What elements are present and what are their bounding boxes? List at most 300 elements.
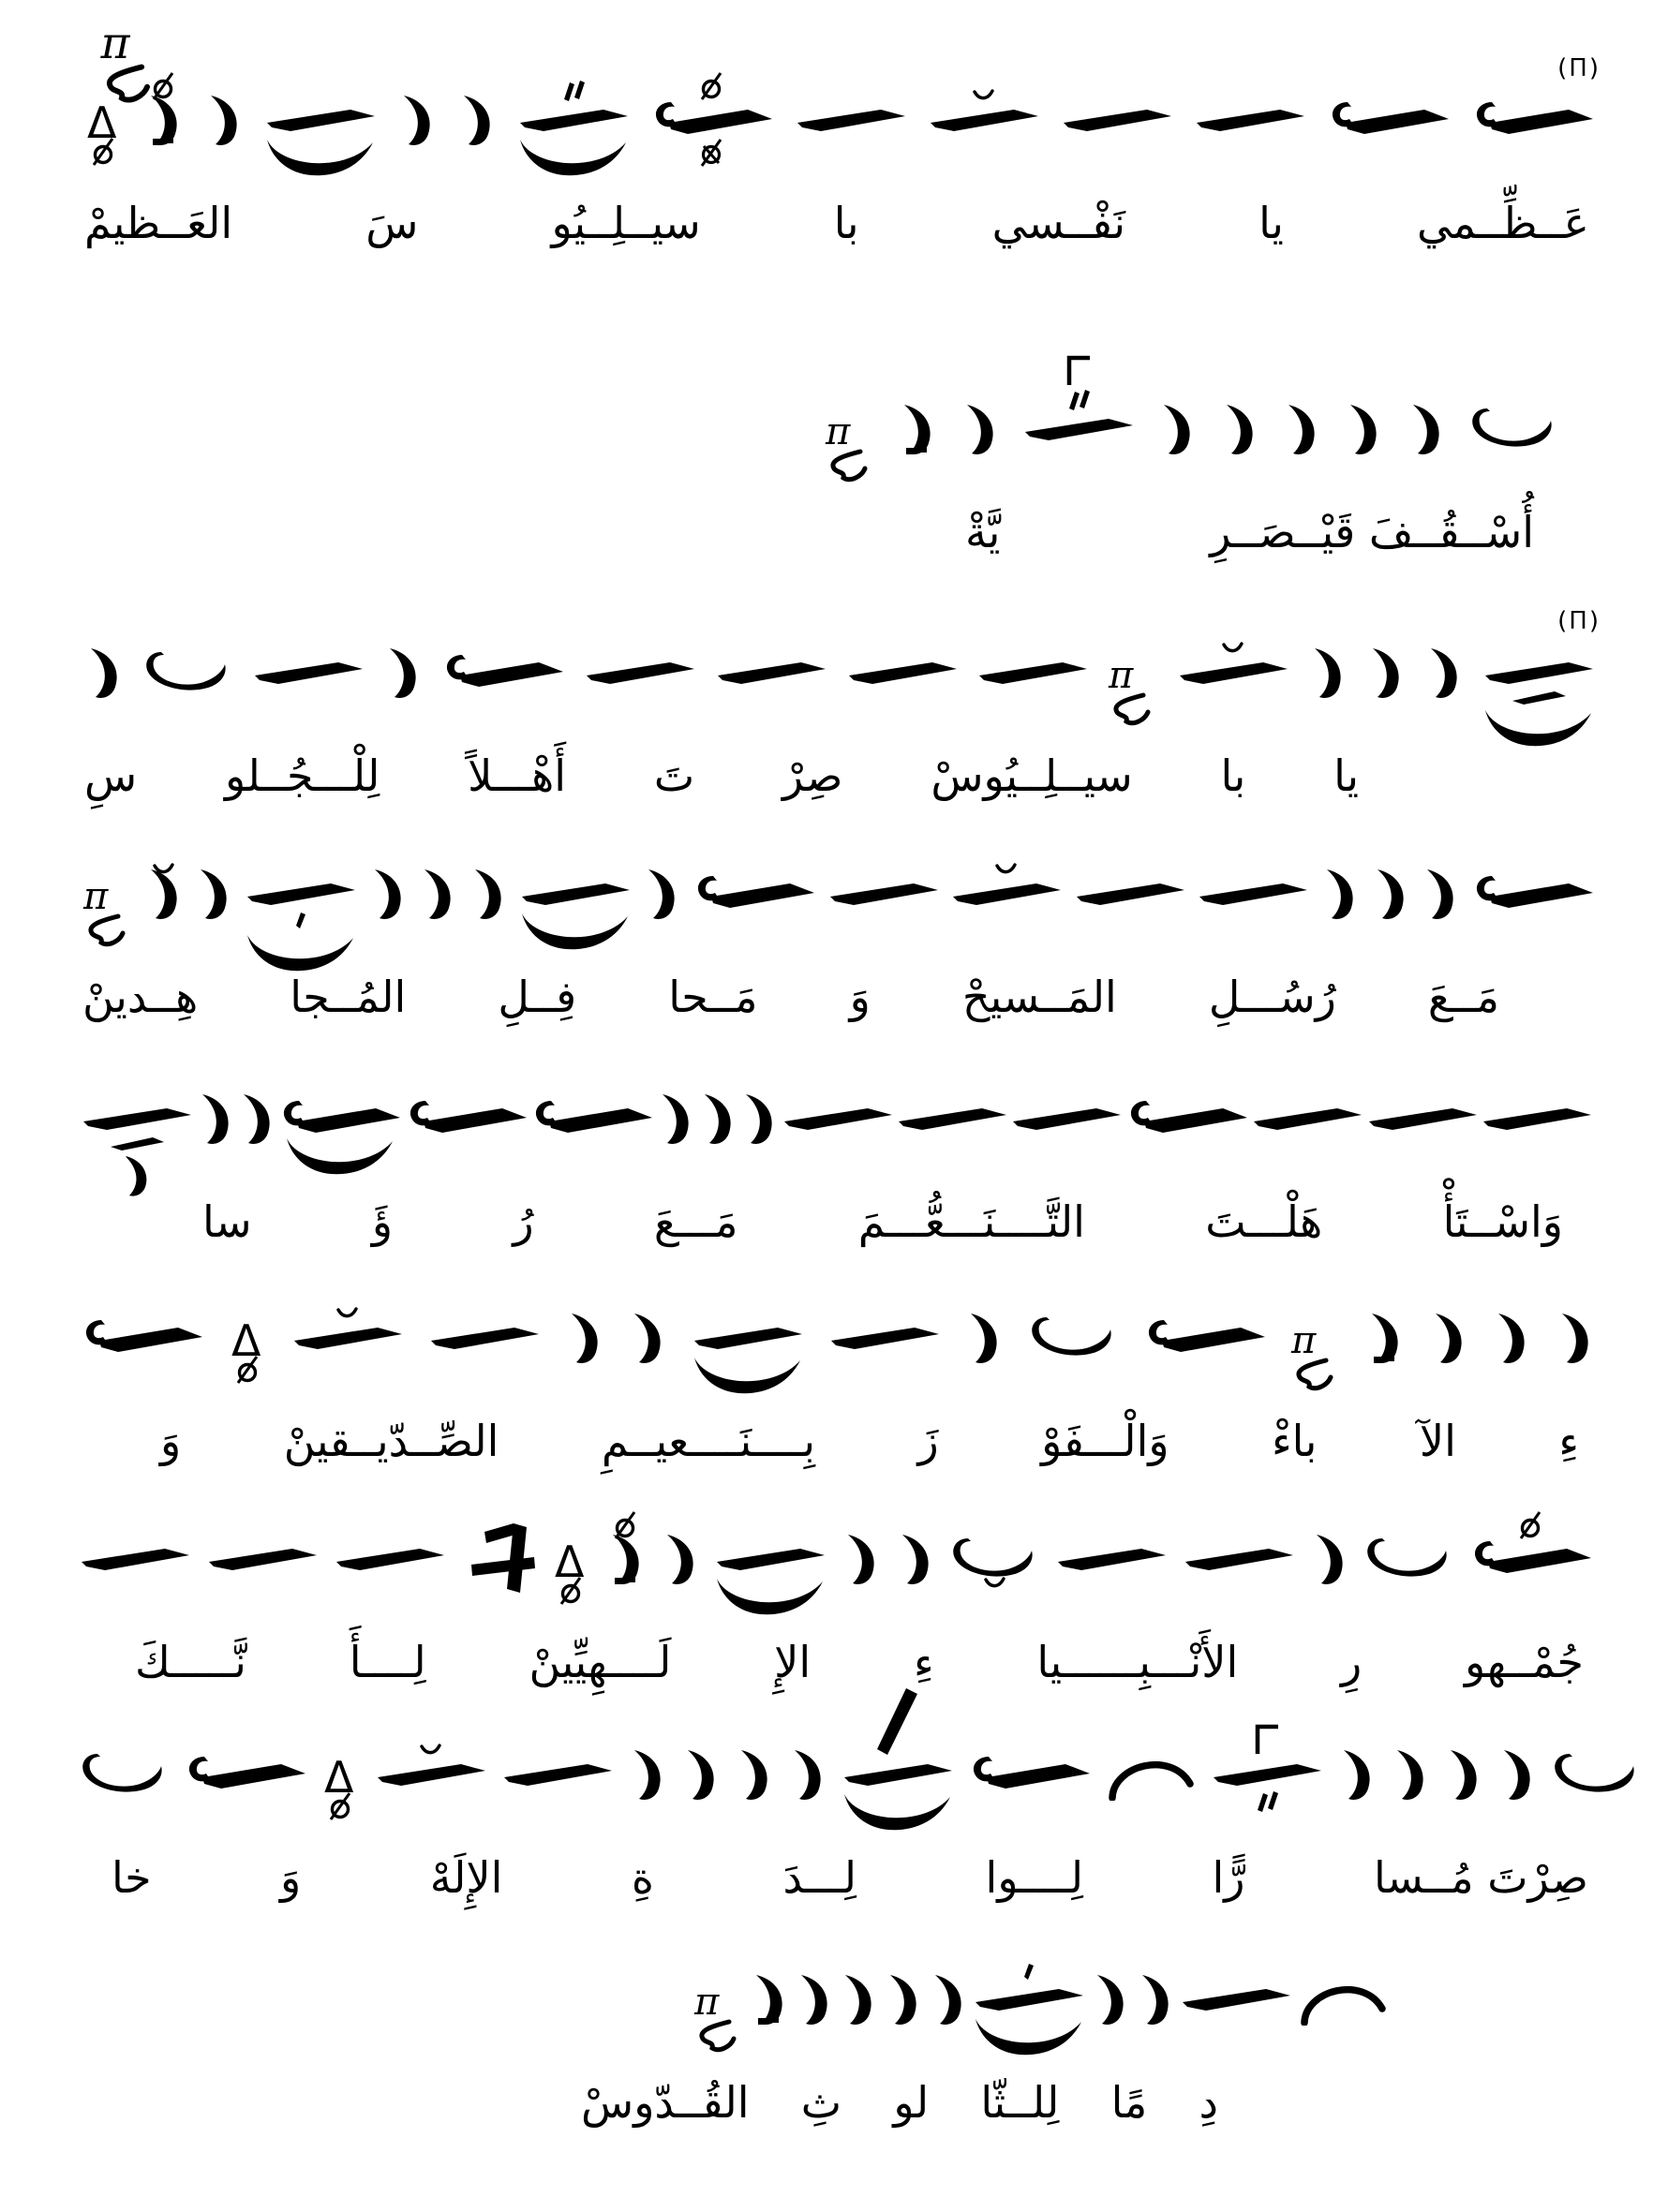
system-7 xyxy=(79,1497,1591,1695)
lyric-line xyxy=(965,500,1534,565)
lyric-syllable: تَ xyxy=(653,750,695,801)
dots2-icon xyxy=(151,137,175,146)
kentima-icon xyxy=(1021,1962,1035,1981)
lyric-syllable: الآ xyxy=(1419,1416,1456,1466)
neume-apostrophos xyxy=(1157,367,1195,489)
neume-elaphron xyxy=(142,611,231,733)
gorgon-icon xyxy=(613,1510,637,1540)
lyric-syllable: يا xyxy=(1333,750,1359,801)
apostrophos-icon xyxy=(204,92,242,146)
apostrophos-icon xyxy=(642,866,679,920)
lyric-syllable: دِ xyxy=(1199,2077,1218,2128)
delta-icon xyxy=(229,1314,266,1360)
oligon-icon xyxy=(81,1106,191,1130)
apostrophos-icon xyxy=(565,1310,603,1364)
marks-below xyxy=(1482,690,1594,747)
lyric-syllable: أَهْـــلاً xyxy=(468,750,567,801)
neume-apostrophos xyxy=(1308,611,1346,733)
marks-below xyxy=(244,911,356,972)
lyric-syllable: خا xyxy=(112,1852,152,1903)
apostrophos-icon xyxy=(1556,1310,1593,1364)
lyric-syllable: ثِ xyxy=(800,2077,842,2128)
marks-above xyxy=(1065,353,1091,410)
elaphron-icon xyxy=(949,1535,1038,1581)
apostrophos-icon xyxy=(788,1746,826,1801)
petasti-icon xyxy=(693,872,814,913)
apostrophos-icon xyxy=(839,1971,876,2026)
neume-oligon xyxy=(264,58,375,180)
system-1 xyxy=(84,54,1601,256)
neume-oligon xyxy=(827,832,938,954)
lyric-syllable: سِ xyxy=(84,750,138,801)
neume-oligon xyxy=(79,1497,189,1619)
martyria-annotation: (Π) xyxy=(1557,607,1601,635)
neume-apostrophos xyxy=(1282,367,1319,489)
apostrophos-icon xyxy=(194,866,231,920)
neume-petasti xyxy=(968,1713,1090,1834)
marks-below xyxy=(841,1791,953,1831)
dots2-icon xyxy=(613,1576,637,1585)
pi-icon xyxy=(693,1982,742,2056)
petasti-icon xyxy=(1327,98,1449,140)
apostrophos-icon xyxy=(1407,401,1444,455)
neume-apostrophos xyxy=(681,1713,719,1834)
lyric-syllable: ةِ xyxy=(631,1852,654,1903)
neume-oligon xyxy=(519,832,630,954)
lyric-syllable: با xyxy=(833,198,859,248)
breve-icon xyxy=(335,1306,358,1319)
lyric-syllable: رِ xyxy=(1341,1637,1363,1687)
oligon-icon xyxy=(976,660,1087,684)
lyric-syllable: سيــلِــيُوسْ xyxy=(931,750,1133,801)
neume-pi xyxy=(825,367,873,489)
neume-oligon xyxy=(1197,832,1307,954)
gorgonx-icon xyxy=(698,137,724,169)
lyric-syllable: مَــحا xyxy=(668,972,758,1022)
oligon-icon xyxy=(1366,1106,1477,1130)
neume-line xyxy=(81,1057,1591,1179)
apostrophos-icon xyxy=(1091,1971,1128,2026)
oligon-icon xyxy=(1482,660,1593,684)
neume-oligon xyxy=(1180,1937,1290,2059)
lyric-syllable: الإِلَهْ xyxy=(429,1852,503,1903)
apostrophos-icon xyxy=(896,1531,933,1585)
apostrophos-icon xyxy=(1308,645,1346,699)
oligon-icon xyxy=(928,107,1038,131)
neume-apostrophos xyxy=(1424,611,1462,733)
petasti-icon xyxy=(1143,1316,1265,1358)
lyric-syllable: القُــدّوسْ xyxy=(581,2077,750,2128)
neume-petasti xyxy=(1469,1497,1591,1619)
petasti-icon xyxy=(530,1097,652,1138)
apostrophos-icon xyxy=(841,1531,879,1585)
marks-below xyxy=(972,2016,1084,2056)
neume-petasti xyxy=(650,58,772,180)
system-3 xyxy=(84,607,1601,809)
neume-oligon xyxy=(692,1276,802,1398)
neume-petasti xyxy=(530,1057,652,1179)
lyric-syllable: سا xyxy=(202,1196,252,1247)
oligon-icon xyxy=(1061,107,1171,131)
lyric-syllable: مَـــعَ xyxy=(653,1196,738,1247)
petasti-icon xyxy=(81,1316,202,1358)
pi-icon xyxy=(825,412,873,485)
neume-line xyxy=(79,1497,1591,1619)
neume-apostrophos xyxy=(628,1276,665,1398)
marks-below xyxy=(328,1791,352,1821)
oligon-icon xyxy=(950,881,1061,905)
neume-line xyxy=(693,1937,1387,2059)
oligon-icon xyxy=(782,1106,892,1130)
neume-oligon xyxy=(81,1057,191,1179)
gorgon-icon xyxy=(558,1576,583,1606)
neume-oligon xyxy=(1183,1497,1293,1619)
neume-apostrophos xyxy=(1136,1937,1173,2059)
lyric-line xyxy=(112,1846,1588,1910)
neume-apostrophos xyxy=(898,367,935,489)
oligon-icon xyxy=(692,1325,802,1349)
neume-arc xyxy=(1106,1713,1195,1834)
lyric-syllable: نَّـــــكَ xyxy=(135,1637,246,1687)
lyric-syllable: وَاسْــتَأْ xyxy=(1442,1196,1563,1247)
lyric-line xyxy=(135,1630,1584,1695)
apostrophos-icon xyxy=(1282,401,1319,455)
neume-apostrophos xyxy=(896,1497,933,1619)
apostrophos-icon xyxy=(383,645,421,699)
neume-oligon xyxy=(584,611,694,733)
marks-above xyxy=(994,862,1017,875)
lyric-syllable: ؤَ xyxy=(371,1196,394,1247)
neume-petasti xyxy=(1471,832,1593,954)
petasti-icon xyxy=(405,1097,527,1138)
lyric-syllable: سيــلِــيُو xyxy=(551,198,701,248)
neume-petasti xyxy=(184,1713,305,1834)
apostrophos-icon xyxy=(1424,645,1462,699)
oligon-icon xyxy=(1055,1546,1166,1570)
neume-apostrophos xyxy=(839,1937,876,2059)
neume-oligon xyxy=(245,832,355,954)
neume-apostrophos xyxy=(1320,832,1358,954)
neume-apostrophos xyxy=(1365,1276,1403,1398)
dots2-icon xyxy=(1372,1355,1396,1364)
lyric-syllable: أُسْــقُــفَ قَيْــصَــرِ xyxy=(1210,507,1534,557)
neume-line xyxy=(825,367,1557,489)
gorgon-icon xyxy=(91,137,115,167)
kentimata-icon xyxy=(1254,1791,1278,1812)
kentimata-icon xyxy=(560,81,585,101)
marks-below xyxy=(983,1576,1005,1589)
lyric-syllable: نَفْــسي xyxy=(991,198,1126,248)
marks-above xyxy=(699,71,723,101)
neume-apostrophos xyxy=(1310,1497,1348,1619)
delta-icon xyxy=(321,1750,359,1797)
apostrophos-icon xyxy=(1492,1310,1529,1364)
pi-icon xyxy=(1108,656,1156,729)
lyric-syllable: هَلْـــتَ xyxy=(1205,1196,1323,1247)
arc-icon xyxy=(1298,1971,1387,2026)
neume-hook4 xyxy=(460,1497,535,1619)
apostrophos-icon xyxy=(739,1091,777,1145)
neume-oligon xyxy=(973,1937,1083,2059)
neume-elaphron xyxy=(1551,1713,1640,1834)
marks-above xyxy=(1253,1722,1279,1756)
neume-apostrophos xyxy=(1421,832,1458,954)
apostrophos-icon xyxy=(698,1091,736,1145)
neume-apostrophos xyxy=(1091,1937,1128,2059)
marks-below xyxy=(263,137,376,176)
neume-pi xyxy=(1108,611,1156,733)
neume-apostrophos xyxy=(418,832,455,954)
system-6 xyxy=(81,1276,1593,1474)
neume-oligon xyxy=(291,1276,402,1398)
petasti-icon xyxy=(441,651,563,692)
swoosh-icon xyxy=(841,1791,953,1831)
neume-apostrophos xyxy=(368,832,406,954)
marks-above xyxy=(335,1306,358,1319)
neume-oligon xyxy=(714,1497,825,1619)
oligon-icon xyxy=(1197,881,1307,905)
apostrophos-icon xyxy=(1421,866,1458,920)
marks-above xyxy=(152,862,174,875)
lyric-syllable: لَــــهِيِّينْ xyxy=(529,1637,672,1687)
system-5 xyxy=(81,1057,1591,1254)
oligon-icon xyxy=(501,1761,612,1786)
apostrophos-icon xyxy=(1344,401,1381,455)
gorgon-icon xyxy=(699,71,723,101)
dots2-icon xyxy=(756,2016,781,2026)
petasti-icon xyxy=(1469,1537,1591,1579)
apostrophos-icon xyxy=(84,645,122,699)
neume-apostrophos xyxy=(1497,1713,1535,1834)
apostrophos-icon xyxy=(1444,1746,1482,1801)
apostrophos-icon xyxy=(735,1746,772,1801)
neume-oligon xyxy=(1010,1057,1121,1179)
neume-petasti xyxy=(405,1057,527,1179)
neume-pi xyxy=(693,1937,742,2059)
oligon-icon xyxy=(1074,881,1184,905)
apostrophos-icon xyxy=(628,1310,665,1364)
oligon-icon xyxy=(1010,1106,1121,1130)
apostrophos-icon xyxy=(929,1971,966,2026)
oligon-icon xyxy=(973,1986,1083,2011)
lyric-syllable: زَ xyxy=(917,1416,939,1466)
petasti-icon xyxy=(1471,98,1593,140)
apostrophos-icon xyxy=(196,1091,233,1145)
lyric-syllable: وَالْـــفَوْ xyxy=(1041,1416,1169,1466)
neume-oligon xyxy=(1022,367,1133,489)
lyric-line xyxy=(84,191,1589,256)
slash-icon xyxy=(875,1686,918,1756)
neume-line xyxy=(84,607,1601,733)
neume-apostrophos xyxy=(1492,1276,1529,1398)
neume-oligon xyxy=(1194,58,1304,180)
lyric-syllable: وَ xyxy=(279,1852,302,1903)
lyric-syllable: لِــــأَ xyxy=(349,1637,426,1687)
marks-below xyxy=(283,1136,395,1175)
elaphron-icon xyxy=(1363,1535,1452,1581)
hook4-icon xyxy=(460,1520,535,1596)
arc-icon xyxy=(1106,1746,1195,1801)
neume-oligon xyxy=(1055,1497,1166,1619)
oligon-icon xyxy=(245,881,355,905)
lyric-syllable: وَ xyxy=(849,972,871,1022)
lyric-syllable: الأَنْـــبِــــــيا xyxy=(1036,1637,1239,1687)
lyric-syllable: رُسُـــلِ xyxy=(1208,972,1336,1022)
marks-below xyxy=(691,1355,803,1394)
lyric-syllable: عَــظِّــمي xyxy=(1416,198,1589,248)
oligon-icon xyxy=(79,1546,189,1570)
apostrophos-icon xyxy=(1371,866,1408,920)
marks-below xyxy=(1254,1791,1278,1812)
lyric-syllable: سَ xyxy=(365,198,419,248)
aposmall-icon xyxy=(120,1153,152,1196)
neume-apostrophos xyxy=(606,1497,644,1619)
gorgon-icon xyxy=(328,1791,352,1821)
petasti-icon xyxy=(278,1097,400,1138)
oligon-icon xyxy=(714,1546,825,1570)
lyric-syllable: رُ xyxy=(513,1196,534,1247)
neume-line xyxy=(82,832,1593,954)
swoosh-icon xyxy=(283,1136,395,1175)
petasti-icon xyxy=(650,98,772,140)
shortbar-icon xyxy=(1510,690,1566,705)
neume-apostrophos xyxy=(144,58,182,180)
neume-apostrophos xyxy=(397,58,435,180)
neume-apostrophos xyxy=(1391,1713,1428,1834)
marks-above xyxy=(972,88,994,101)
petasti-icon xyxy=(184,1753,305,1794)
neume-oligon xyxy=(334,1497,444,1619)
oligon-icon xyxy=(1481,1106,1591,1130)
lyric-syllable: ءِ xyxy=(913,1637,934,1687)
apostrophos-icon xyxy=(795,1971,832,2026)
neume-apostrophos xyxy=(1337,1713,1375,1834)
neume-oligon xyxy=(206,1497,317,1619)
neume-line xyxy=(79,1713,1640,1834)
lyric-syllable: يا xyxy=(1258,198,1284,248)
neume-oligon xyxy=(1366,1057,1477,1179)
neume-oligon xyxy=(782,1057,892,1179)
oligon-icon xyxy=(264,107,375,131)
neume-petasti xyxy=(693,832,814,954)
neume-petasti xyxy=(1143,1276,1265,1398)
neume-oligon xyxy=(1061,58,1171,180)
neume-delta xyxy=(552,1497,589,1619)
neume-oligon xyxy=(1481,1057,1591,1179)
apostrophos-icon xyxy=(1157,401,1195,455)
dots2-icon xyxy=(904,446,929,455)
marks-above xyxy=(1021,1962,1035,1981)
lyric-line xyxy=(581,2071,1218,2135)
oligon-icon xyxy=(1022,416,1133,440)
apostrophos-icon xyxy=(1320,866,1358,920)
lyric-syllable: لِـــدَ xyxy=(782,1852,857,1903)
lyric-syllable: لِلْـــجُــلو xyxy=(225,750,380,801)
oligon-icon xyxy=(827,881,938,905)
lyric-syllable: فِــلِ xyxy=(498,972,577,1022)
neume-apostrophos xyxy=(1220,367,1258,489)
gorgon-icon xyxy=(151,71,175,101)
oligon-icon xyxy=(519,881,630,905)
neume-apostrophos xyxy=(1556,1276,1593,1398)
breve-icon xyxy=(152,862,174,875)
lyric-syllable: المَــسيحْ xyxy=(961,972,1117,1022)
neume-apostrophos xyxy=(565,1276,603,1398)
neume-pi xyxy=(1290,1276,1339,1398)
marks-below xyxy=(151,137,175,146)
neume-apostrophos xyxy=(383,611,421,733)
neume-petasti xyxy=(81,1276,202,1398)
neume-apostrophos xyxy=(1344,367,1381,489)
lyric-syllable: الصِّــدّيــقينْ xyxy=(283,1416,499,1466)
oligon-icon xyxy=(1183,1546,1293,1570)
oligon-icon xyxy=(428,1325,539,1349)
oligon-icon xyxy=(1177,660,1288,684)
oligon-icon xyxy=(1194,107,1304,131)
neume-apostrophos xyxy=(661,1497,698,1619)
delta-icon xyxy=(84,96,122,142)
neume-oligon xyxy=(1211,1713,1321,1834)
neume-line xyxy=(81,1276,1593,1398)
neume-petasti xyxy=(1471,54,1601,180)
swoosh-icon xyxy=(691,1355,803,1394)
neume-apostrophos xyxy=(237,1057,275,1179)
corner-icon xyxy=(1065,353,1091,387)
neume-apostrophos xyxy=(735,1713,772,1834)
neume-oligon xyxy=(896,1057,1006,1179)
apostrophos-icon xyxy=(656,1091,693,1145)
elaphron-icon xyxy=(142,648,231,695)
neume-oligon xyxy=(828,1276,939,1398)
neume-apostrophos xyxy=(656,1057,693,1179)
marks-above xyxy=(151,71,175,101)
swoosh-icon xyxy=(518,911,631,950)
lyric-syllable: هِــدينْ xyxy=(82,972,199,1022)
kentima-icon xyxy=(293,911,306,929)
breve-icon xyxy=(994,862,1017,875)
breve-icon xyxy=(419,1743,441,1756)
elaphron-icon xyxy=(1028,1314,1117,1360)
neume-elaphron xyxy=(949,1497,1038,1619)
neume-oligon xyxy=(1482,607,1601,733)
lyric-syllable: الإِ xyxy=(774,1637,812,1687)
marks-below xyxy=(235,1355,260,1385)
neume-apostrophos xyxy=(884,1937,921,2059)
marks-below xyxy=(904,446,929,455)
elaphron-icon xyxy=(79,1750,168,1797)
petasti-icon xyxy=(1471,872,1593,913)
apostrophos-icon xyxy=(1366,645,1404,699)
oligon-icon xyxy=(1211,1761,1321,1786)
oligon-icon xyxy=(206,1546,317,1570)
neume-oligon xyxy=(1251,1057,1362,1179)
neume-apostrophos xyxy=(795,1937,832,2059)
kentimata-icon xyxy=(1065,390,1090,410)
lyric-line xyxy=(82,965,1499,1030)
system-9 xyxy=(581,1937,1387,2135)
neume-oligon xyxy=(1177,611,1288,733)
oligon-icon xyxy=(841,1761,952,1786)
marks-below xyxy=(516,137,629,176)
lyric-line xyxy=(160,1409,1579,1474)
neume-oligon xyxy=(841,1713,952,1834)
neume-elaphron xyxy=(1363,1497,1452,1619)
apostrophos-icon xyxy=(681,1746,719,1801)
apostrophos-icon xyxy=(1337,1746,1375,1801)
neume-pi xyxy=(82,832,131,954)
neume-apostrophos xyxy=(1444,1713,1482,1834)
neume-apostrophos xyxy=(628,1713,665,1834)
